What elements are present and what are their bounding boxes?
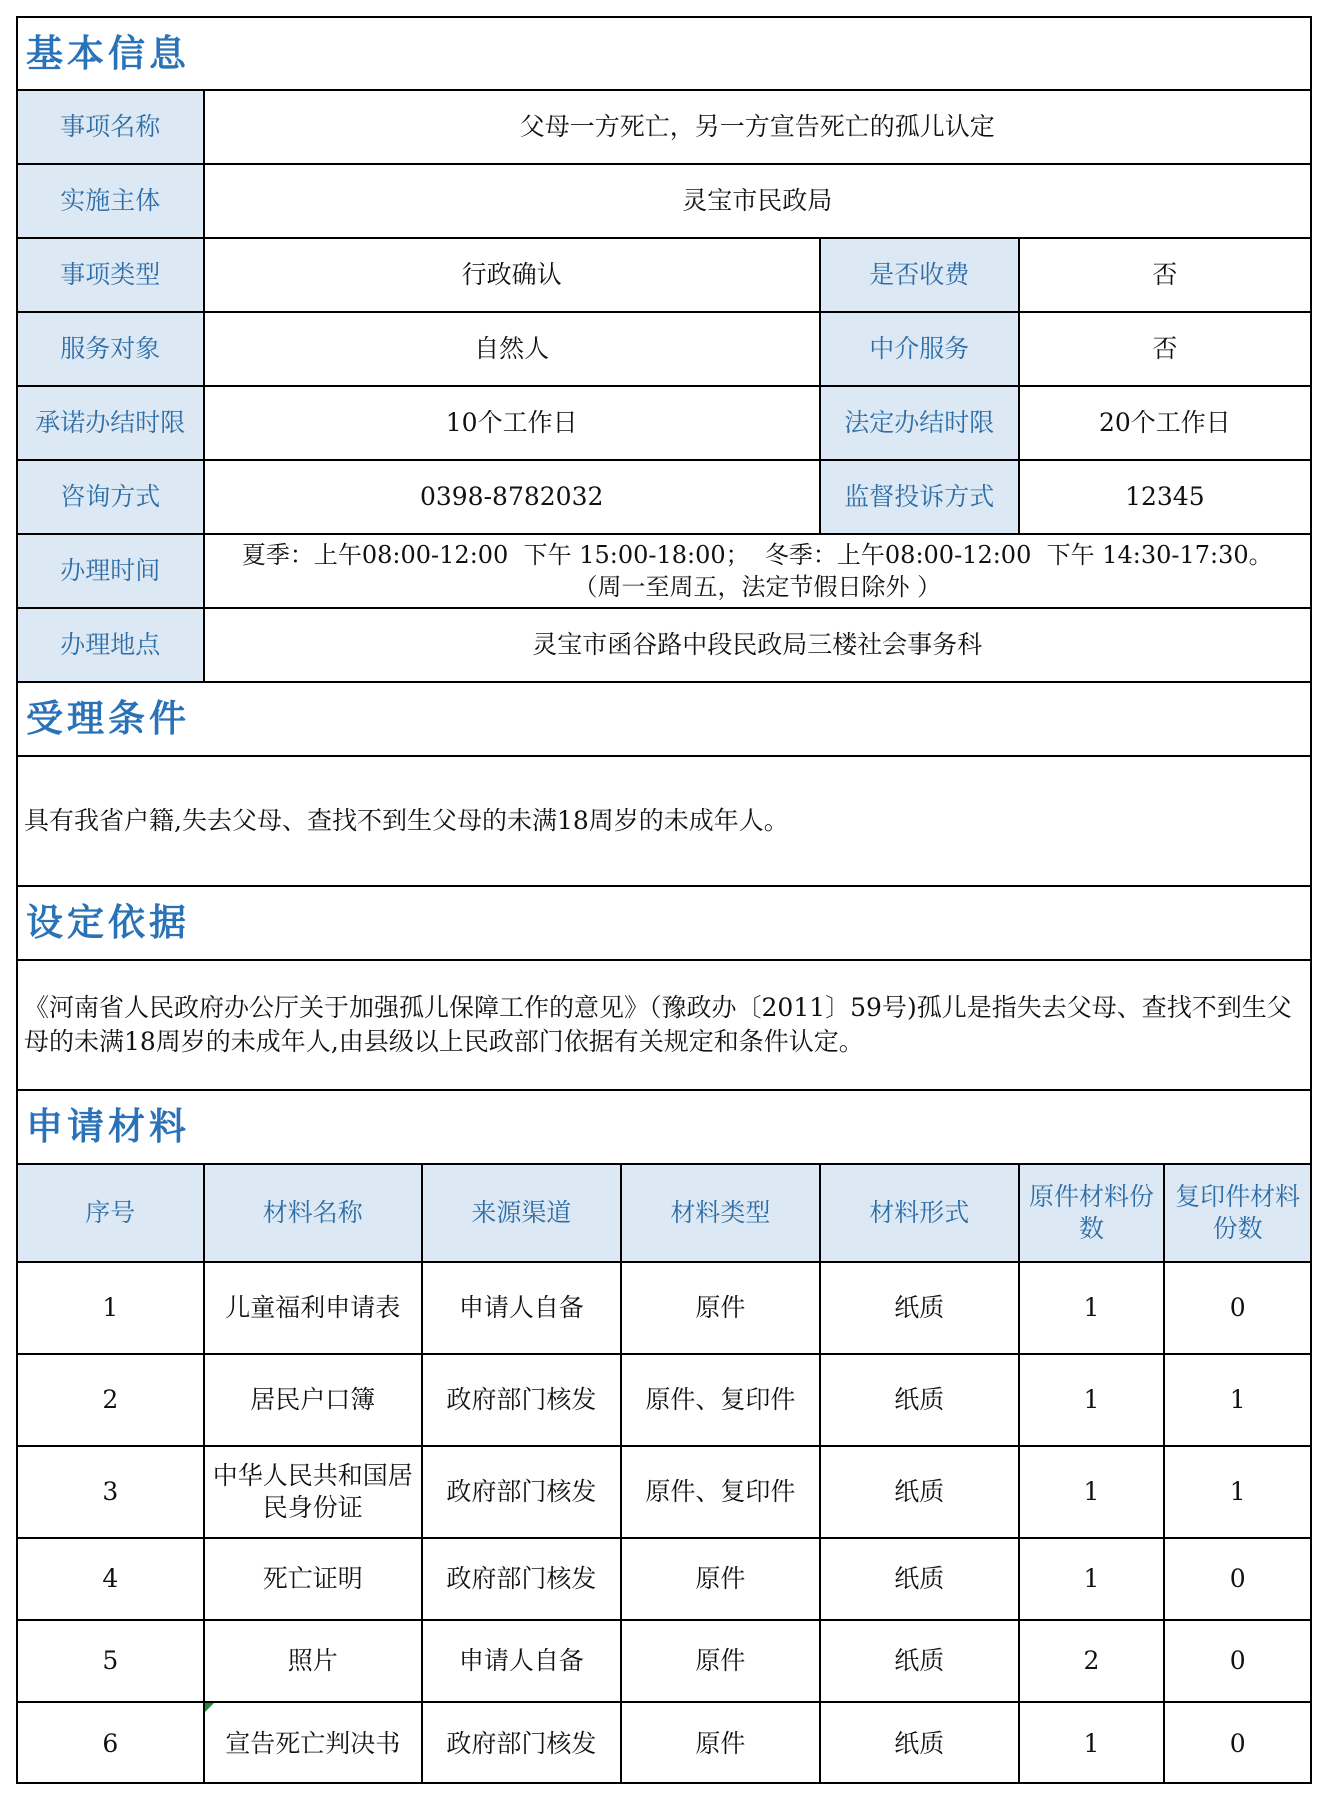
table-row (18, 1354, 1310, 1446)
table-row (18, 1538, 1310, 1620)
service-guide-table (18, 18, 1310, 1784)
row-form: 纸质 (820, 1620, 1019, 1702)
cell-marker-icon (205, 1703, 214, 1712)
row-source: 政府部门核发 (422, 1538, 621, 1620)
target-label: 服务对象 (18, 312, 204, 386)
agent-value: 否 (1019, 312, 1310, 386)
row-copy-count: 0 (1164, 1538, 1310, 1620)
basis-text: 《河南省人民政府办公厅关于加强孤儿保障工作的意见》（豫政办〔2011〕59号)孤儿是指失去父母、查找不到生父母的未满18周岁的未成年人,由县级以上民政部门依据有关规定和条件认定。 (18, 960, 1310, 1090)
row-copy-count: 0 (1164, 1702, 1310, 1784)
row-material-name: 照片 (204, 1620, 422, 1702)
row-source: 政府部门核发 (422, 1446, 621, 1538)
row-material-name: 死亡证明 (204, 1538, 422, 1620)
materials-header-type: 材料类型 (621, 1164, 820, 1262)
section-title-materials: 申请材料 (18, 1090, 1310, 1164)
row-copy-count: 0 (1164, 1620, 1310, 1702)
row-type: 原件、复印件 (621, 1354, 820, 1446)
section-title-basic: 基本信息 (18, 18, 1310, 90)
row-form: 纸质 (820, 1354, 1019, 1446)
consult-value: 0398-8782032 (204, 460, 820, 534)
hours-label: 办理时间 (18, 534, 204, 608)
row-material-name-text: 宣告死亡判决书 (225, 1728, 401, 1758)
hours-line-2: （周一至周五，法定节假日除外 ） (573, 573, 942, 601)
legal-time-label: 法定办结时限 (820, 386, 1019, 460)
row-source: 政府部门核发 (422, 1702, 621, 1784)
row-form: 纸质 (820, 1446, 1019, 1538)
row-index: 1 (18, 1262, 204, 1354)
item-name-value: 父母一方死亡，另一方宣告死亡的孤儿认定 (204, 90, 1310, 164)
conditions-text: 具有我省户籍,失去父母、查找不到生父母的未满18周岁的未成年人。 (18, 756, 1310, 886)
fee-label: 是否收费 (820, 238, 1019, 312)
row-material-name (204, 1702, 422, 1784)
row-copy-count: 1 (1164, 1446, 1310, 1538)
row-material-name: 中华人民共和国居民身份证 (204, 1446, 422, 1538)
table-row (18, 1446, 1310, 1538)
row-type: 原件 (621, 1538, 820, 1620)
row-original-count: 1 (1019, 1702, 1165, 1784)
service-guide-sheet (16, 16, 1312, 1784)
row-index: 5 (18, 1620, 204, 1702)
location-value: 灵宝市函谷路中段民政局三楼社会事务科 (204, 608, 1310, 682)
consult-label: 咨询方式 (18, 460, 204, 534)
row-material-name: 居民户口簿 (204, 1354, 422, 1446)
materials-header-index: 序号 (18, 1164, 204, 1262)
row-type: 原件、复印件 (621, 1446, 820, 1538)
table-row (18, 1262, 1310, 1354)
hours-value (204, 534, 1310, 608)
row-index: 6 (18, 1702, 204, 1784)
row-type: 原件 (621, 1262, 820, 1354)
promise-time-value: 10个工作日 (204, 386, 820, 460)
row-index: 2 (18, 1354, 204, 1446)
hours-line-1: 夏季：上午08:00-12:00 下午 15:00-18:00； 冬季：上午08:00-12:00 下午 14:30-17:30。 (241, 541, 1273, 569)
target-value: 自然人 (204, 312, 820, 386)
row-original-count: 1 (1019, 1538, 1165, 1620)
row-index: 3 (18, 1446, 204, 1538)
materials-header-source: 来源渠道 (422, 1164, 621, 1262)
row-copy-count: 1 (1164, 1354, 1310, 1446)
row-source: 申请人自备 (422, 1620, 621, 1702)
row-original-count: 1 (1019, 1354, 1165, 1446)
row-original-count: 2 (1019, 1620, 1165, 1702)
row-source: 申请人自备 (422, 1262, 621, 1354)
location-label: 办理地点 (18, 608, 204, 682)
row-material-name: 儿童福利申请表 (204, 1262, 422, 1354)
table-row (18, 1620, 1310, 1702)
materials-header-name: 材料名称 (204, 1164, 422, 1262)
agency-label: 实施主体 (18, 164, 204, 238)
materials-header-original-count: 原件材料份数 (1019, 1164, 1165, 1262)
row-original-count: 1 (1019, 1262, 1165, 1354)
row-form: 纸质 (820, 1262, 1019, 1354)
item-name-label: 事项名称 (18, 90, 204, 164)
row-index: 4 (18, 1538, 204, 1620)
promise-time-label: 承诺办结时限 (18, 386, 204, 460)
table-row (18, 1702, 1310, 1784)
row-source: 政府部门核发 (422, 1354, 621, 1446)
section-title-conditions: 受理条件 (18, 682, 1310, 756)
row-copy-count: 0 (1164, 1262, 1310, 1354)
row-type: 原件 (621, 1620, 820, 1702)
complaint-label: 监督投诉方式 (820, 460, 1019, 534)
legal-time-value: 20个工作日 (1019, 386, 1310, 460)
type-label: 事项类型 (18, 238, 204, 312)
row-type: 原件 (621, 1702, 820, 1784)
agent-label: 中介服务 (820, 312, 1019, 386)
complaint-value: 12345 (1019, 460, 1310, 534)
section-title-basis: 设定依据 (18, 886, 1310, 960)
row-form: 纸质 (820, 1538, 1019, 1620)
row-form: 纸质 (820, 1702, 1019, 1784)
materials-header-form: 材料形式 (820, 1164, 1019, 1262)
agency-value: 灵宝市民政局 (204, 164, 1310, 238)
type-value: 行政确认 (204, 238, 820, 312)
row-original-count: 1 (1019, 1446, 1165, 1538)
materials-header-copy-count: 复印件材料份数 (1164, 1164, 1310, 1262)
fee-value: 否 (1019, 238, 1310, 312)
